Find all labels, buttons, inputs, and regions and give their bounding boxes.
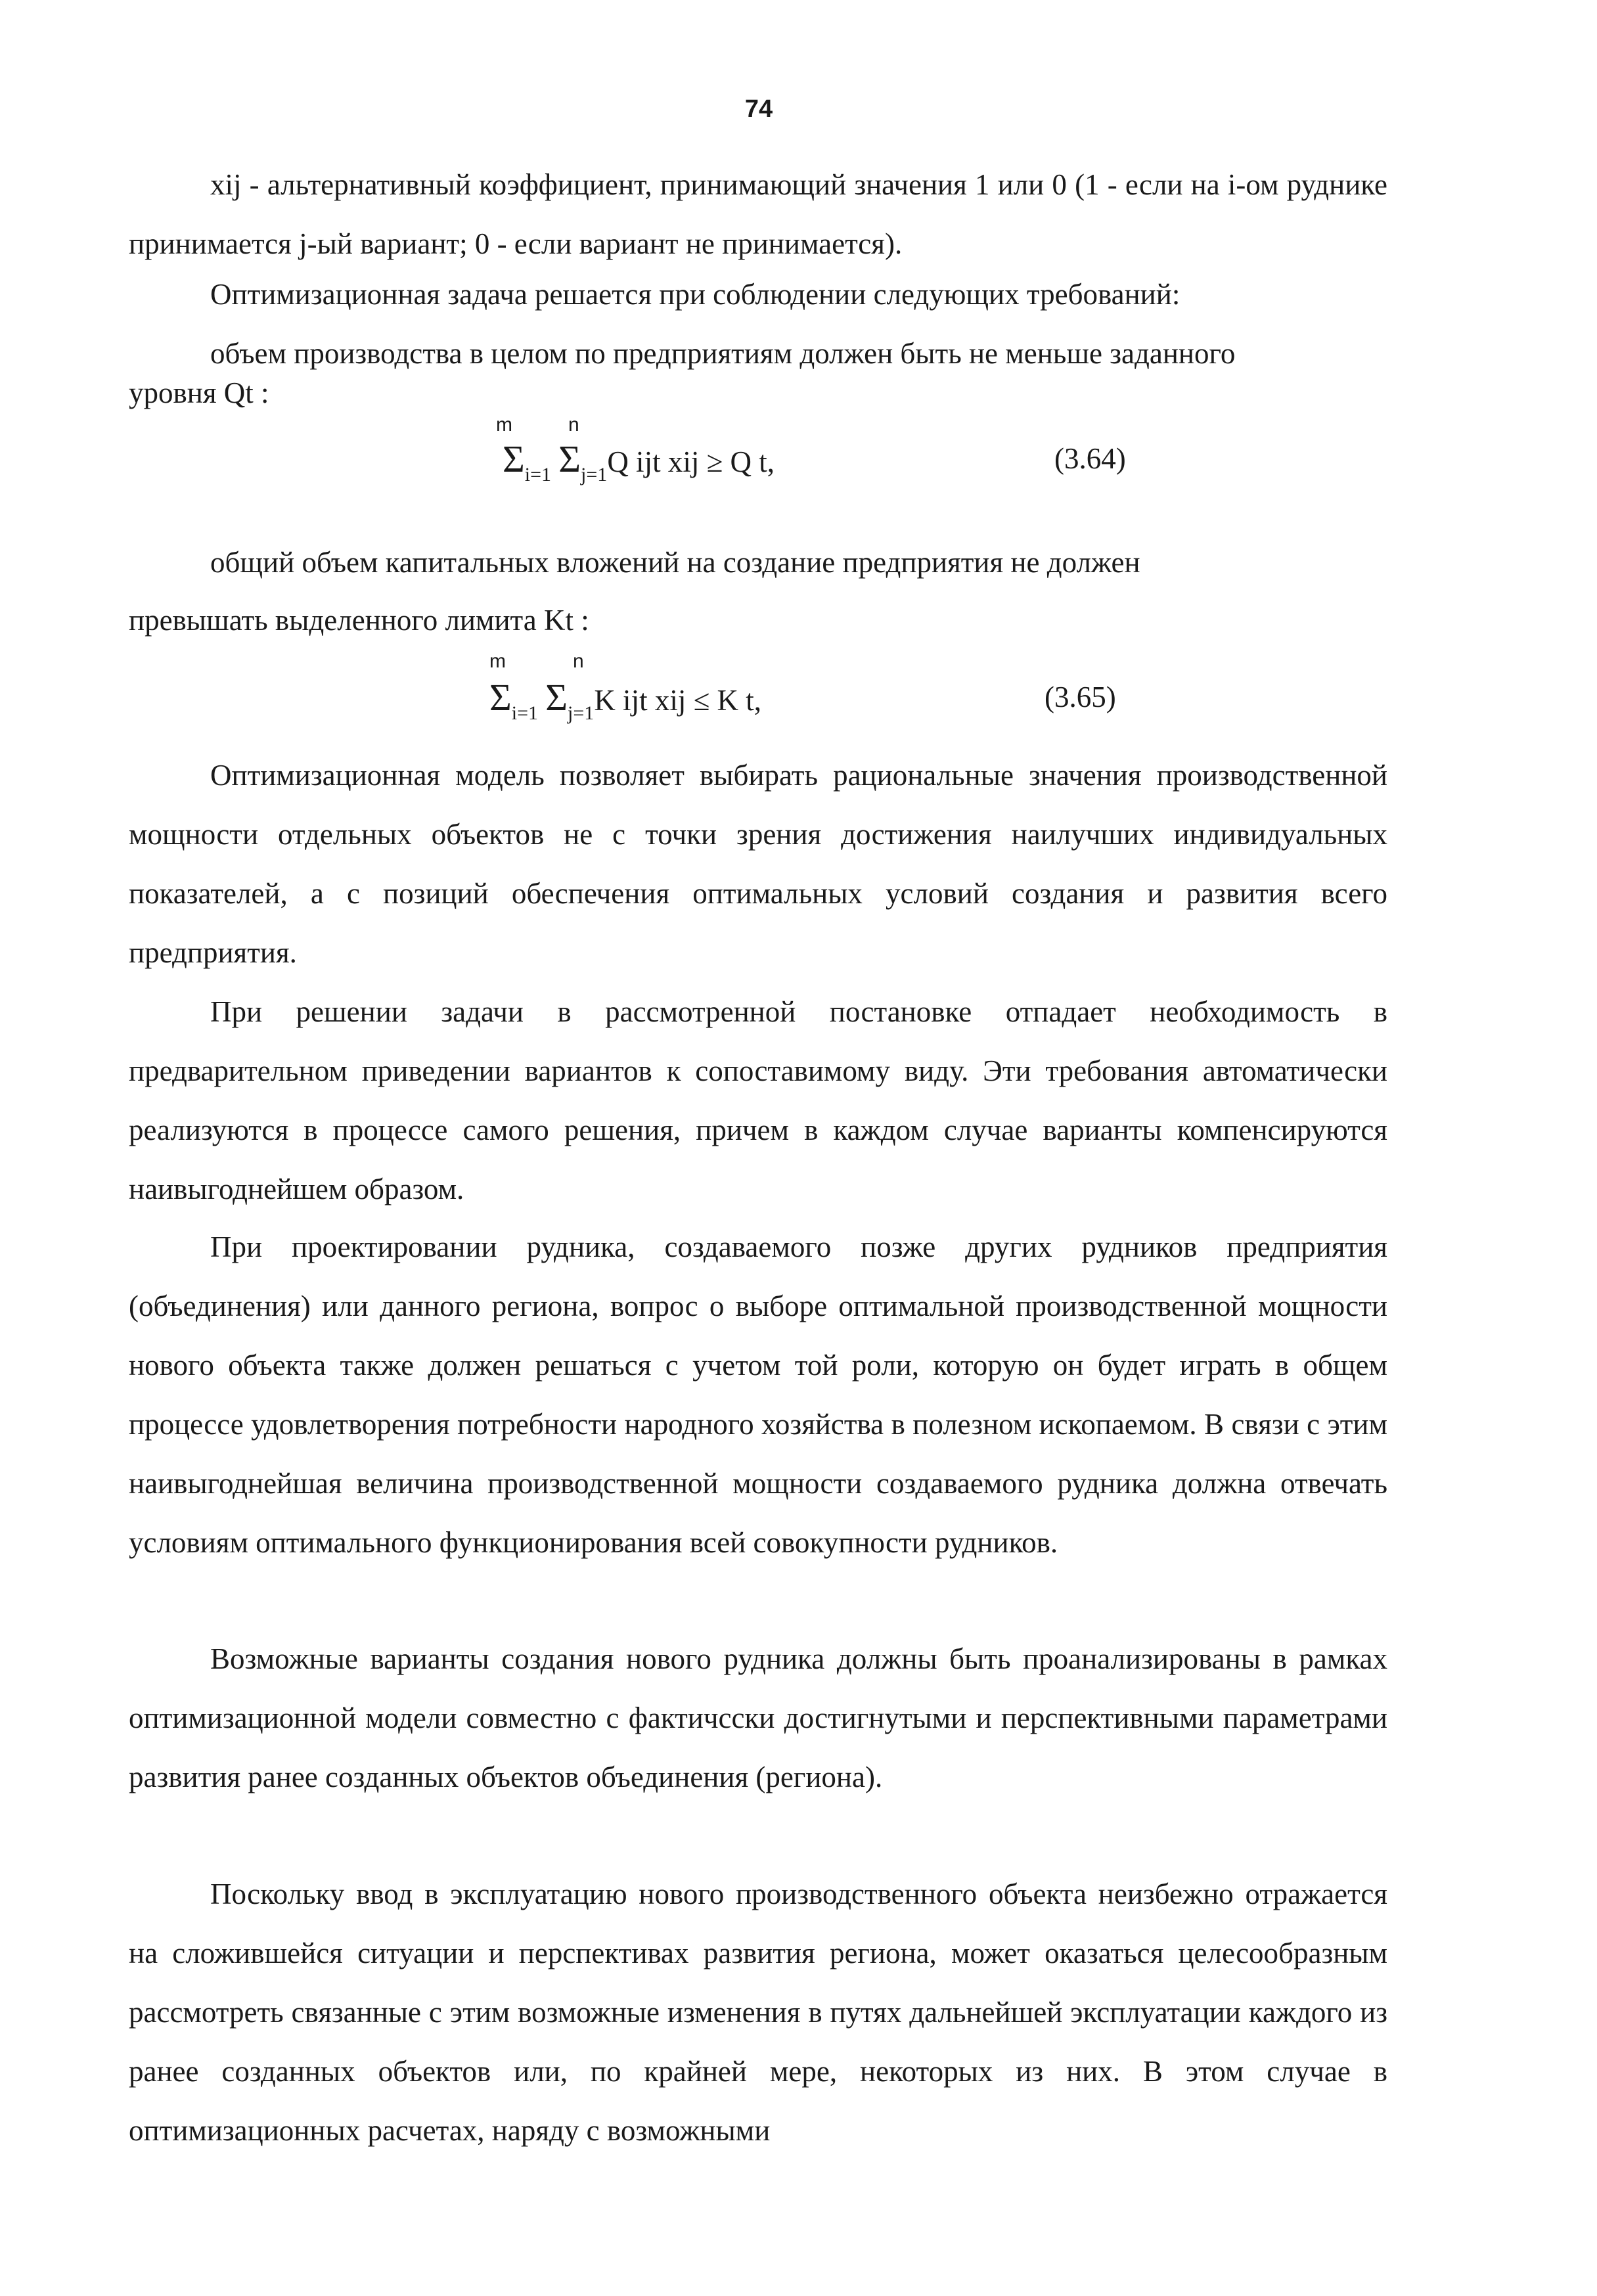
paragraph-xij-definition [129,155,1387,273]
paragraph-capital-investment-line-1: общий объем капитальных вложений на создание предприятия не должен [210,546,1140,579]
paragraph-production-volume-line-1: объем производства в целом по предприятиям должен быть не меньше заданного [210,337,1236,370]
eq2-sub-i: i=1 [511,702,539,724]
equation-3-64 [503,437,775,485]
eq2-sigma-i: Σ [489,676,512,719]
eq1-sub-i: i=1 [524,464,552,485]
equation-3-64-number: (3.64) [1054,442,1126,475]
eq2-sub-j: j=1 [568,702,595,724]
eq1-body: Q ijt xij ≥ Q t, [607,445,775,478]
paragraph-requirements-intro: Оптимизационная задача решается при соблюдении следующих требований: [210,278,1181,311]
paragraph-mine-design: При проектировании рудника, создаваемого позже других рудников предприятия (объединения) или данного региона, вопрос о выборе оптимальной производственной мощности нового объекта также должен решаться с учетом той роли, которую он будет играть в общем процессе удовлетворения потребности народного хозяйства в полезном ископаемом. В связи с этим наивыгоднейшая величина производственной мощности создаваемого рудника должна отвечать условиям оптимального функционирования всей совокупности рудников. [129,1230,1387,1559]
eq2-upper-m: m [489,650,506,672]
page-number: 74 [744,95,773,123]
paragraph-production-volume-line-2: уровня Qt : [129,376,269,409]
xij-line-1: xij - альтернативный коэффициент, принимающий значения 1 или 0 (1 - если на [210,168,1220,201]
eq1-sigma-i: Σ [503,438,525,480]
equation-3-65 [489,675,762,724]
eq2-upper-n: n [573,650,584,672]
eq1-sub-j: j=1 [581,464,608,485]
paragraph-capital-investment-line-2: превышать выделенного лимита Kt : [129,604,589,637]
paragraph-commissioning: Поскольку ввод в эксплуатацию нового производственного объекта неизбежно отражается на сложившейся ситуации и перспективах развития региона, может оказаться целесообразным рассмотреть связанные с этим возможные изменения в путях дальнейшей эксплуатации каждого из ранее созданных объектов или, по крайней мере, некоторых из них. В этом случае в оптимизационных расчетах, наряду с возможными [129,1878,1387,2147]
eq1-sigma-j: Σ [558,438,581,480]
paragraph-optimization-model: Оптимизационная модель позволяет выбирать рациональные значения производственной мощности отдельных объектов не с точки зрения достижения наилучших индивидуальных показателей, а с позиций обеспечения оптимальных условий создания и развития всего предприятия. [129,759,1387,969]
paragraph-new-mine-variants: Возможные варианты создания нового рудника должны быть проанализированы в рамках оптимизационной модели совместно с фактичсски достигнутыми и перспективными параметрами развития ранее созданных объектов объединения (региона). [129,1642,1387,1793]
paragraph-problem-solution: При решении задачи в рассмотренной постановке отпадает необходимость в предварительном приведении вариантов к сопоставимому виду. Эти требования автоматически реализуются в процессе самого решения, причем в каждом случае варианты компенсируются наивыгоднейшем образом. [129,995,1387,1205]
equation-3-65-number: (3.65) [1045,681,1116,713]
eq2-body: K ijt xij ≤ K t, [594,684,762,717]
eq1-upper-n: n [568,414,579,436]
eq2-sigma-j: Σ [545,676,568,719]
eq1-upper-m: m [496,414,512,436]
xij-line-2: i-ом руднике принимается j-ый вариант; 0 - если вариант не принимается). [129,168,1387,260]
